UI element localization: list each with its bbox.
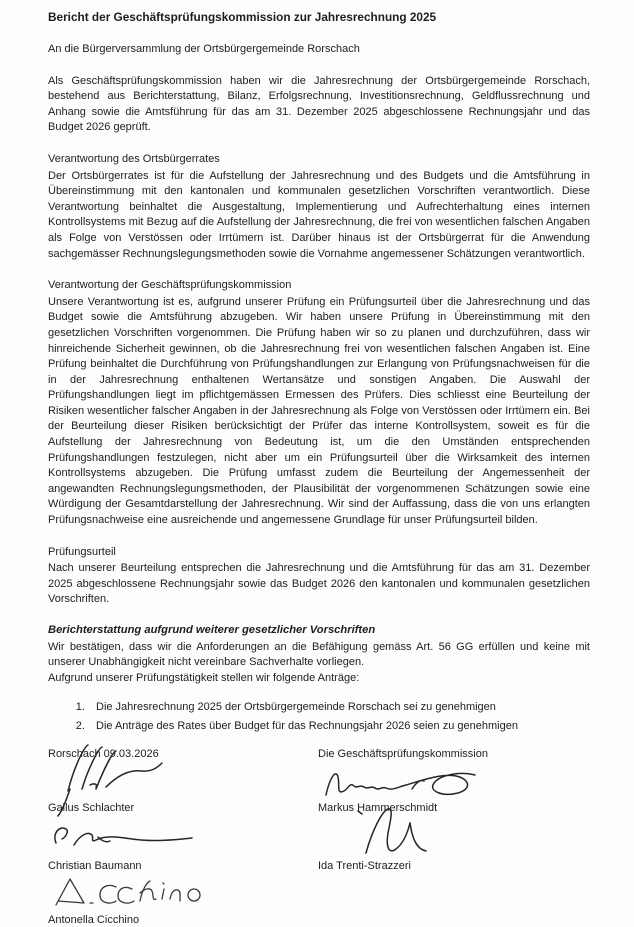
signer-name-gallus-schlachter: Gallus Schlachter (48, 801, 135, 814)
further-reporting-heading: Berichterstattung aufgrund weiterer gesetzlicher Vorschriften (48, 624, 376, 636)
signer-name-christian-baumann: Christian Baumann (48, 859, 142, 872)
signer-name-ida-trenti-strazzeri: Ida Trenti-Strazzeri (318, 859, 411, 872)
section-body-pruefungsurteil: Nach unserer Beurteilung entsprechen die Jahresrechnung und die Amtsführung für das am 31. Dezember 2025 abgeschlossene Rechnungsjahr sowie das Budget 2026 den kantonalen und kommunalen gesetzlichen Vorschriften. (48, 562, 590, 606)
signature-markus-hammerschmidt (320, 761, 480, 805)
section-body-ortsbuergerrat: Der Ortsbürgerrates ist für die Aufstellung der Jahresrechnung und des Budgets und die Amtsführung in Übereinstimmung mit den kantonalen und kommunalen gesetzlichen Vorschriften verantwortlich. Diese Verantwortung beinhaltet die Ausgestaltung, Implementierung und Aufrechterhaltung eines internen Kontrollsystems mit Bezug auf die Aufstellung der Jahresrechnung, die frei von wesentlichen falschen Angaben als Folge von Verstössen oder Irrtümern ist. Darüber hinaus ist der Ortsbürgerrat für die Anwendung sachgemässer Rechnungslegungsmethoden sowie die Vornahme angemessener Schätzungen verantwortlich. (48, 169, 590, 260)
signature-christian-baumann (48, 823, 198, 857)
place-date: Rorschach 09.03.2026 (48, 747, 159, 760)
intro-paragraph: Als Geschäftsprüfungskommission haben wir die Jahresrechnung der Ortsbürgergemeinde Rorschach, bestehend aus Berichterstattung, Bilanz, Erfolgsrechnung, Investitionsrechnung, Geldflussrechnung und Anhang sowie die Amtsführung für das am 31. Dezember 2025 abgeschlossene Rechnungsjahr und das Budget 2026 geprüft. (48, 74, 590, 134)
motions-list (48, 700, 590, 734)
signature-block (48, 747, 590, 927)
section-body-gpk: Unsere Verantwortung ist es, aufgrund unserer Prüfung ein Prüfungsurteil über die Jahresrechnung und das Budget sowie die Amtsführung abzugeben. Wir haben unsere Prüfung in Übereinstimmung mit den gesetzlichen Vorschriften vorgenommen. Die Prüfung haben wir so zu planen und durchzuführen, dass wir hinreichende Sicherheit gewinnen, ob die Jahresrechnung frei von wesentlichen falschen Angaben ist. Eine Prüfung beinhaltet die Durchführung von Prüfungshandlungen zur Erlangung von Prüfungsnachweisen für die in der Jahresrechnung enthaltenen Wertansätze und sonstigen Angaben. Die Auswahl der Prüfungshandlungen liegt im pflichtgemässen Ermessen des Prüfers. Dies schliesst eine Beurteilung der Risiken wesentlicher falscher Angaben in der Jahresrechnung als Folge von Verstössen oder Irrtümern ein. Bei der Beurteilung dieser Risiken berücksichtigt der Prüfer das interne Kontrollsystem, soweit es für die Aufstellung der Jahresrechnung von Bedeutung ist, um die den Umständen entsprechenden Prüfungshandlungen festzulegen, nicht aber um ein Prüfungsurteil über die Wirksamkeit des internen Kontrollsystems abzugeben. Die Prüfung umfasst zudem die Beurteilung der Angemessenheit der angewandten Rechnungslegungsmethoden, der Plausibilität der vorgenommenen Schätzungen sowie eine Würdigung der Gesamtdarstellung der Jahresrechnung. Wir sind der Auffassung, dass die von uns erlangten Prüfungsnachweise eine ausreichende und angemessene Grundlage für unser Prüfungsurteil bilden. (48, 295, 590, 527)
section-heading-gpk: Verantwortung der Geschäftsprüfungskommission (48, 279, 292, 292)
section-heading-pruefungsurteil: Prüfungsurteil (48, 545, 116, 558)
motion-item-2: 2. Die Anträge des Rates über Budget für das Rechnungsjahr 2026 seien zu genehmigen (88, 719, 590, 735)
motion-item-1: 1. Die Jahresrechnung 2025 der Ortsbürgergemeinde Rorschach sei zu genehmigen (88, 700, 590, 716)
salutation-line: An die Bürgerversammlung der Ortsbürgergemeinde Rorschach (48, 43, 360, 55)
signer-name-markus-hammerschmidt: Markus Hammerschmidt (318, 801, 438, 814)
signature-ida-trenti-strazzeri (340, 805, 430, 857)
signer-name-antonella-cicchino: Antonella Cicchino (48, 913, 140, 926)
document-title: Bericht der Geschäftsprüfungskommission zur Jahresrechnung 2025 (48, 10, 437, 24)
signature-antonella-cicchino (52, 871, 212, 911)
further-reporting-body: Wir bestätigen, dass wir die Anforderungen an die Befähigung gemäss Art. 56 GG erfüllen und keine mit unserer Unabhängigkeit nicht vereinbare Sachverhalte vorliegen. (48, 640, 590, 669)
committee-label: Die Geschäftsprüfungskommission (318, 747, 488, 760)
further-reporting-body2: Aufgrund unserer Prüfungstätigkeit stellen wir folgende Anträge: (48, 671, 360, 684)
section-heading-ortsbuergerrat: Verantwortung des Ortsbürgerrates (48, 152, 220, 165)
